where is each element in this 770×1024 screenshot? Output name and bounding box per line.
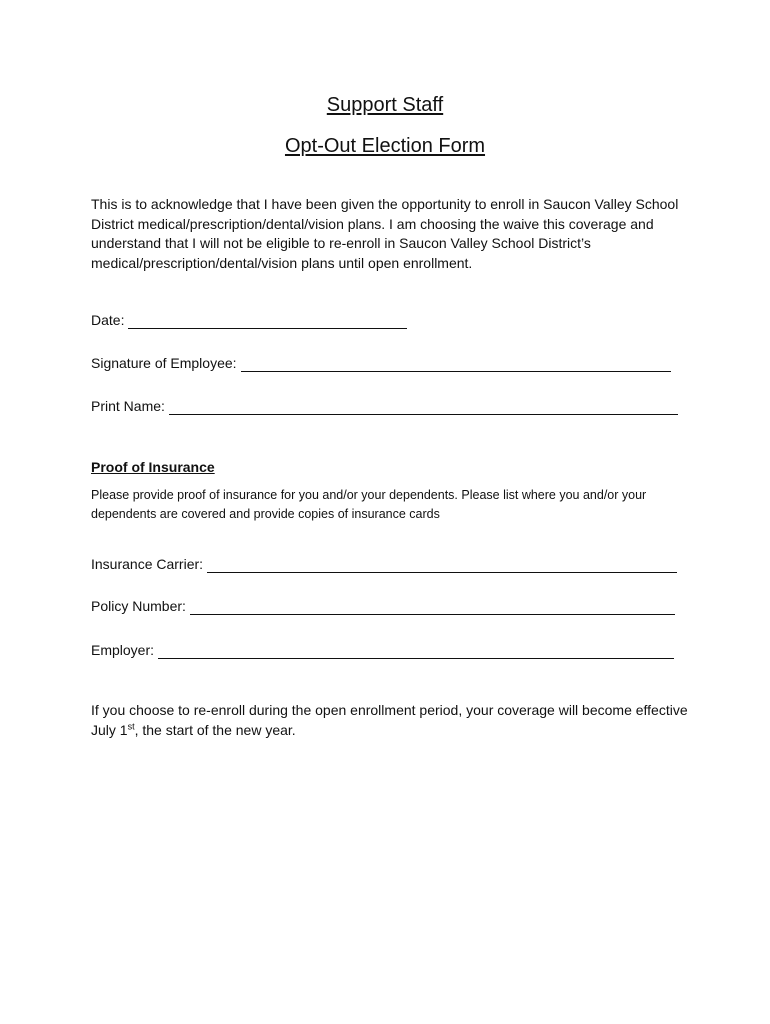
date-label: Date: <box>91 312 125 328</box>
policy-number-label: Policy Number: <box>91 598 186 614</box>
ordinal-suffix: st <box>127 720 135 731</box>
print-name-label: Print Name: <box>91 398 165 414</box>
employer-label: Employer: <box>91 642 155 658</box>
re-enroll-note-end: , the start of the new year. <box>134 721 296 738</box>
date-field[interactable] <box>91 312 407 329</box>
insurance-carrier-field[interactable] <box>91 556 677 573</box>
print-name-line[interactable] <box>169 399 678 415</box>
form-subtitle: Opt-Out Election Form <box>284 135 486 157</box>
acknowledgement-paragraph: This is to acknowledge that I have been given the opportunity to enroll in Saucon Valley School District medical/prescription/dental/vision plans. I am choosing the waive this coverage and understand that I will not be eligible to re-enroll in Saucon Valley School District’s medical/prescription/dental/vision plans until open enrollment. <box>91 196 679 271</box>
insurance-carrier-label: Insurance Carrier: <box>91 556 204 572</box>
signature-line[interactable] <box>241 356 671 372</box>
employer-line[interactable] <box>158 643 674 659</box>
signature-label: Signature of Employee: <box>91 355 237 371</box>
form-title: Support Staff <box>326 94 444 116</box>
date-line[interactable] <box>128 313 407 329</box>
proof-of-insurance-heading: Proof of Insurance <box>91 459 215 475</box>
employer-field[interactable] <box>91 642 674 659</box>
policy-number-field[interactable] <box>91 598 675 615</box>
policy-number-line[interactable] <box>190 599 675 615</box>
signature-field[interactable] <box>91 355 671 372</box>
print-name-field[interactable] <box>91 398 678 415</box>
insurance-carrier-line[interactable] <box>207 557 677 573</box>
re-enroll-note <box>91 701 691 740</box>
re-enroll-note-text: If you choose to re-enroll during the open enrollment period, your coverage will become effective July 1 <box>91 702 688 738</box>
proof-of-insurance-text: Please provide proof of insurance for you and/or your dependents. Please list where you and/or your dependents are covered and provide copies of insurance cards <box>91 488 647 521</box>
